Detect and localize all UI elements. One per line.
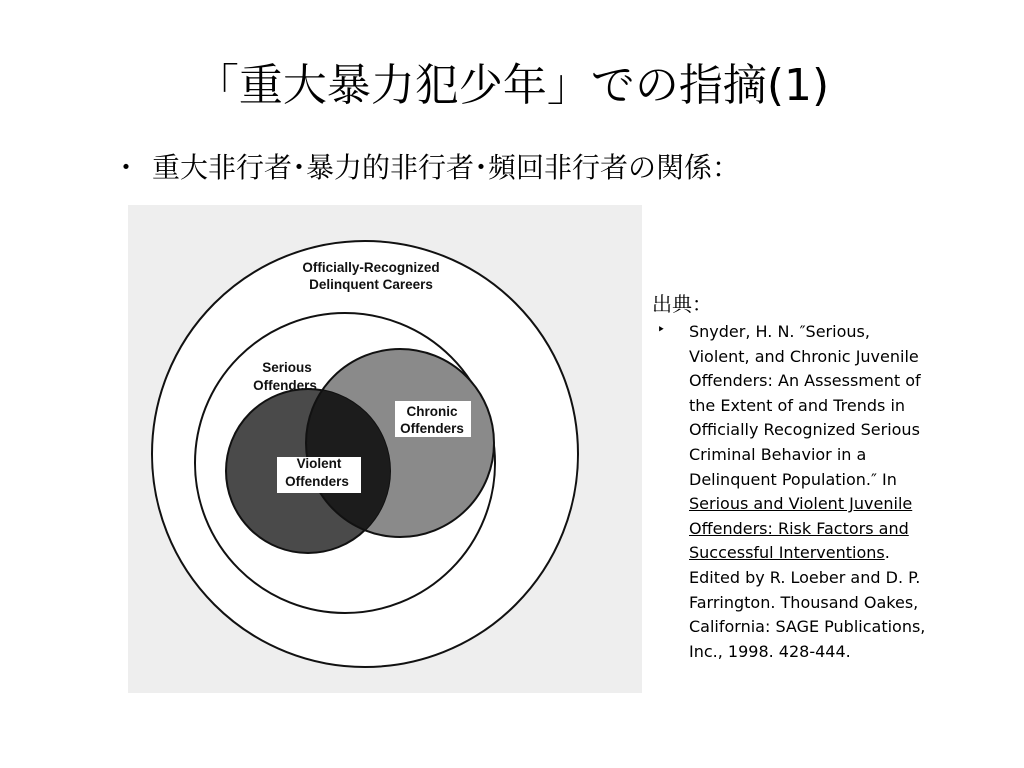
slide-title: 「重大暴力犯少年」での指摘(1) [194, 60, 830, 111]
source-block [652, 290, 992, 664]
chronic-label-line1: Chronic [406, 404, 458, 419]
bullet-line [112, 148, 740, 188]
citation-book-title: Serious and Violent Juvenile Offenders: Risk Factors and Successful Interventions [689, 494, 913, 563]
serious-label-line2: Offenders [253, 378, 317, 393]
violent-label-line1: Violent [296, 456, 342, 471]
outer-label-line1: Officially-Recognized [302, 260, 440, 275]
source-label: 出典： [652, 292, 712, 316]
bullet-dot: ・ [112, 151, 141, 184]
serious-label-line1: Serious [262, 360, 312, 375]
venn-diagram [128, 205, 642, 693]
chronic-label-line2: Offenders [400, 421, 464, 436]
citation-text [689, 320, 992, 664]
venn-figure [128, 205, 642, 693]
citation-part1: Snyder, H. N. ″Serious, Violent, and Chronic Juvenile Offenders: An Assessment of the Extent of and Trends in Officially Recognized Serious Criminal Behavior in a Delinquent Population.″ In [689, 322, 921, 489]
citation-part2: . Edited by R. Loeber and D. P. Farrington. Thousand Oakes, California: SAGE Publications, Inc., 1998. 428-444. [689, 543, 926, 661]
outer-label-line2: Delinquent Careers [309, 277, 433, 292]
bullet-text: 重大非行者･暴力的非行者･頻回非行者の関係： [152, 151, 741, 184]
arrow-bullet-icon: ‣ [657, 322, 666, 338]
violent-label-line2: Offenders [285, 474, 349, 489]
citation-item [652, 320, 992, 664]
